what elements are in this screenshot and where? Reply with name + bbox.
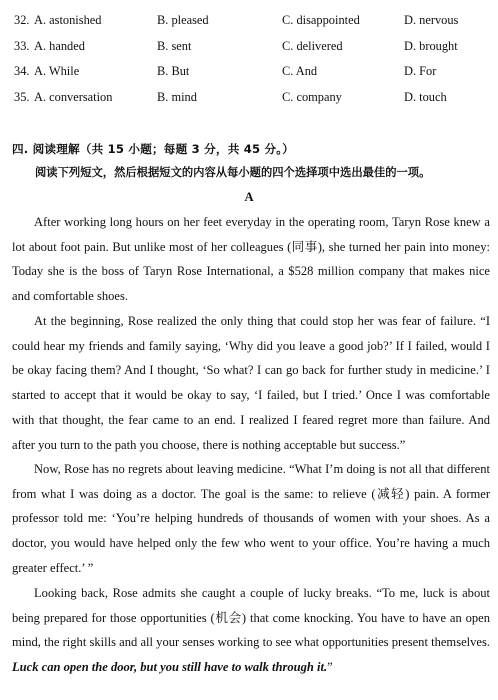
- option-a: A. conversation: [34, 90, 113, 104]
- option-c: C. company: [282, 90, 342, 104]
- option-a: A. While: [34, 64, 80, 78]
- option-c: C. disappointed: [282, 13, 360, 27]
- option-d: D. brought: [404, 39, 458, 53]
- question-row: [0, 11, 498, 29]
- option-b: B. But: [157, 64, 190, 78]
- paragraph-1: After working long hours on her feet everyday in the operating room, Taryn Rose knew a lot about foot pain. But unlike most of her colleagues (同事), she turned her pain into money: Today she is the boss of Taryn Rose International, a $528 million company that makes nice and comfortable shoes.: [12, 215, 490, 304]
- option-a: A. astonished: [34, 13, 102, 27]
- section-heading: 四. 阅读理解（共 15 小题；每题 3 分，共 45 分。）: [12, 142, 295, 156]
- option-b: B. sent: [157, 39, 192, 53]
- question-row: [0, 88, 498, 106]
- option-a: A. handed: [34, 39, 85, 53]
- closing-quote: ”: [327, 660, 333, 675]
- question-number: 35.: [14, 90, 30, 104]
- option-d: D. touch: [404, 90, 447, 104]
- option-d: D. nervous: [404, 13, 459, 27]
- option-b: B. mind: [157, 90, 197, 104]
- option-c: C. delivered: [282, 39, 343, 53]
- paragraph-3: Now, Rose has no regrets about leaving medicine. “What I’m doing is not all that different from what I was doing as a doctor. The goal is the same: to relieve (减轻) pain. A former professor told me: ‘You’re helping hundreds of thousands of women with your shoes. As a doctor, you would have helped only the few who went to your office. You’re having a much greater effect.’ ”: [12, 462, 490, 575]
- option-b: B. pleased: [157, 13, 209, 27]
- question-row: [0, 62, 498, 80]
- question-number: 33.: [14, 39, 30, 53]
- emphasized-sentence: Luck can open the door, but you still have to walk through it.: [12, 660, 328, 675]
- passage-label: A: [244, 190, 254, 204]
- option-c: C. And: [282, 64, 318, 78]
- paragraph-4: [12, 581, 490, 680]
- instructions: 阅读下列短文，然后根据短文的内容从每小题的四个选择项中选出最佳的一项。: [35, 166, 431, 179]
- paragraph-4-text: Looking back, Rose admits she caught a couple of lucky breaks. “To me, luck is about being prepared for those opportunities (机会) that come knocking. You have to have an open mind, the right skills and all your senses working to see what opportunities present themselves.: [12, 586, 490, 650]
- paragraph-2: At the beginning, Rose realized the only thing that could stop her was fear of failure. “I could hear my friends and family saying, ‘Why did you leave a good job?’ If I failed, would I be okay facing them? And I thought, ‘So what? I can go back for further study in medicine.’ I started to accept that it would be okay to say, ‘I failed, but I tried.’ Once I was comfortable with that thought, the fear came to an end. I realized I feared regret more than failure. And after you turn to the path you choose, there is nothing acceptable but success.”: [12, 314, 490, 452]
- option-d: D. For: [404, 64, 437, 78]
- question-number: 34.: [14, 64, 30, 78]
- question-number: 32.: [14, 13, 30, 27]
- question-row: [0, 37, 498, 55]
